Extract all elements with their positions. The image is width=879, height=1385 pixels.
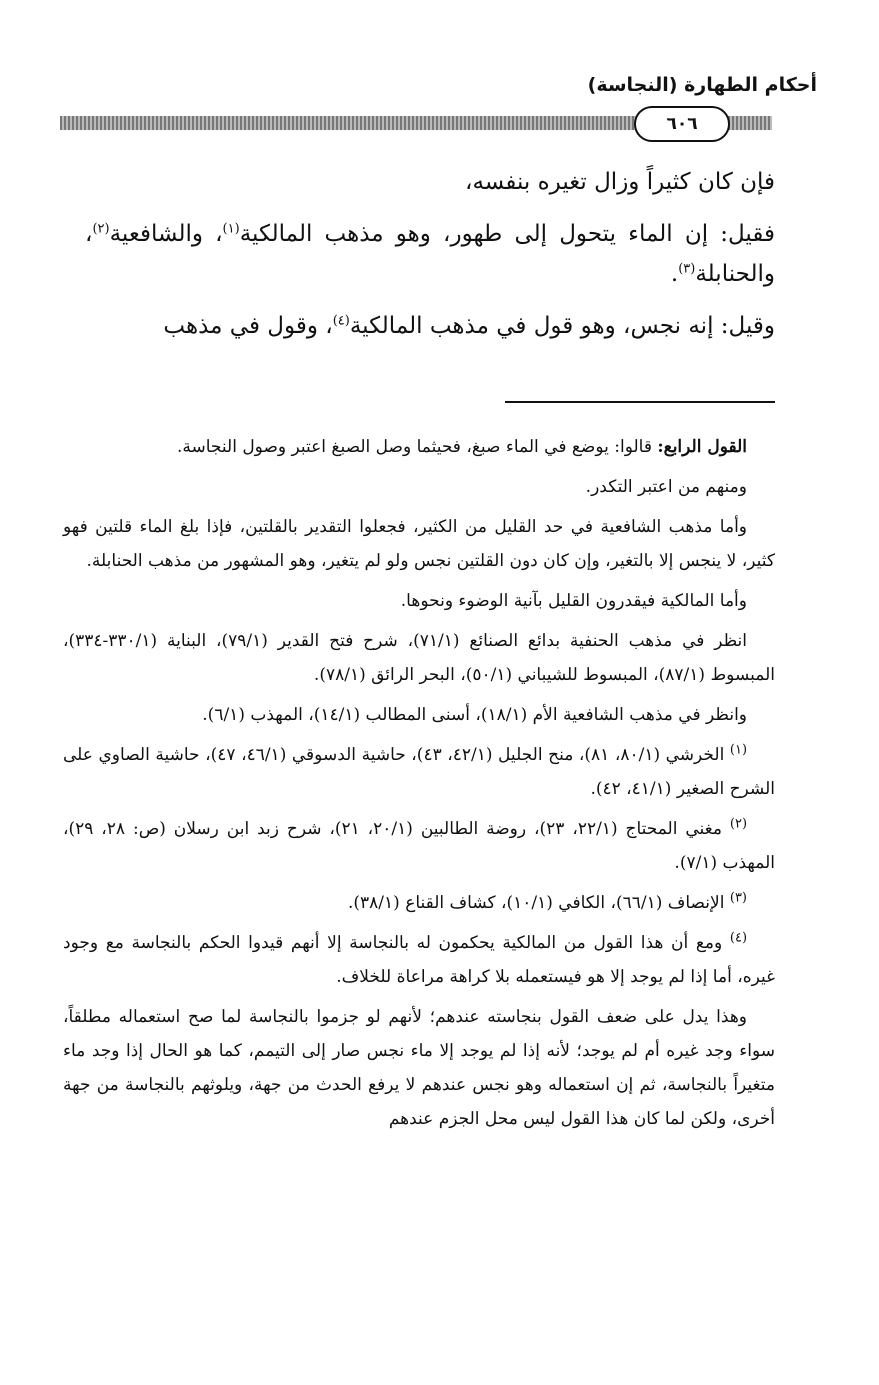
text-span: ومع أن هذا القول من المالكية يحكمون له بالنجاسة إلا أنهم قيدوا الحكم بالنجاسة مع وجود غيره، أما إذا لم يوجد إلا هو فيستعمله بلا كراهة مراعاة للخلاف.: [63, 933, 775, 987]
note-paragraph: ومنهم من اعتبر التكدر.: [585, 477, 747, 497]
text-span: وقيل: إنه نجس، وهو قول في مذهب المالكية: [349, 313, 775, 339]
note-paragraph: وأما المالكية فيقدرون القليل بآنية الوضوء ونحوها.: [400, 591, 747, 611]
text-span: ، والشافعية: [109, 221, 223, 247]
running-header-title: أحكام الطهارة (النجاسة): [587, 74, 817, 96]
footnote-ref-4: (٤): [332, 313, 350, 329]
note-paragraph: وأما مذهب الشافعية في حد القليل من الكثير، فجعلوا التقدير بالقلتين، فإذا بلغ الماء قلتين فهو كثير، لا ينجس إلا بالتغير، وإن كان دون القلتين نجس ولو لم يتغير، وهو المشهور من مذهب الحنابلة.: [63, 517, 775, 571]
note-heading: القول الرابع:: [657, 437, 747, 457]
page-number: ٦٠٦: [634, 106, 730, 142]
footnote-1: [63, 738, 775, 806]
footnote-ref-1: (١): [222, 221, 240, 237]
footnote-4: [63, 926, 775, 994]
note-paragraph: وهذا يدل على ضعف القول بنجاسته عندهم؛ لأنهم لو جزموا بالنجاسة لما صح استعماله مطلقاً، سواء وجد غيره أم لم يوجد؛ لأنه إذا لم يوجد إلا ماء نجس صار إلى التيمم، كما هو الحال إذا وجد ماء متغيراً بالنجاسة، ثم إن استعماله وهو نجس عندهم لا يرفع الحدث من جهة، ويلوثهم بالنجاسة من جهة أخرى، ولكن لما كان هذا القول ليس محل الجزم عندهم: [63, 1007, 775, 1129]
text-span: ، والحنابلة: [85, 221, 775, 287]
footnote-ref-3: (٣): [678, 261, 696, 277]
footnote-number: (٢): [729, 816, 748, 832]
footnotes: [63, 430, 775, 1142]
footnote-2: [63, 812, 775, 880]
main-paragraph-2: [85, 214, 775, 294]
main-text: [85, 162, 775, 358]
text-span: الخرشي (٨٠/١، ٨١)، منح الجليل (٤٢/١، ٤٣)، حاشية الدسوقي (٤٦/١، ٤٧)، حاشية الصاوي على الشرح الصغير (٤١/١، ٤٢).: [63, 745, 775, 799]
note-paragraph: وانظر في مذهب الشافعية الأم (١٨/١)، أسنى المطالب (١٤/١)، المهذب (٦/١).: [202, 705, 747, 725]
footnote-number: (١): [729, 742, 748, 758]
main-paragraph-3: [85, 306, 775, 346]
main-paragraph-1: فإن كان كثيراً وزال تغيره بنفسه،: [465, 169, 775, 195]
footnote-number: (٤): [729, 930, 748, 946]
text-span: .: [670, 261, 679, 287]
text-span: فقيل: إن الماء يتحول إلى طهور، وهو مذهب المالكية: [239, 221, 775, 247]
text-span: قالوا: يوضع في الماء صبغ، فحيثما وصل الصبغ اعتبر وصول النجاسة.: [176, 437, 658, 457]
footnote-separator: [505, 401, 775, 403]
text-span: ، وقول في مذهب: [163, 313, 333, 339]
text-span: الإنصاف (٦٦/١)، الكافي (١٠/١)، كشاف القناع (٣٨/١).: [347, 893, 725, 913]
footnote-3: [63, 886, 775, 920]
note-paragraph: [63, 430, 775, 464]
footnote-number: (٣): [729, 890, 747, 906]
note-paragraph: انظر في مذهب الحنفية بدائع الصنائع (٧١/١)، شرح فتح القدير (٧٩/١)، البناية (٣٣٠/١-٣٣٤)، المبسوط (٨٧/١)، المبسوط للشيباني (٥٠/١)، البحر الرائق (٧٨/١).: [63, 631, 775, 685]
text-span: مغني المحتاج (٢٢/١، ٢٣)، روضة الطالبين (٢٠/١، ٢١)، شرح زبد ابن رسلان (ص: ٢٨، ٢٩)، المهذب (٧/١).: [63, 819, 775, 873]
footnote-ref-2: (٢): [92, 221, 110, 237]
